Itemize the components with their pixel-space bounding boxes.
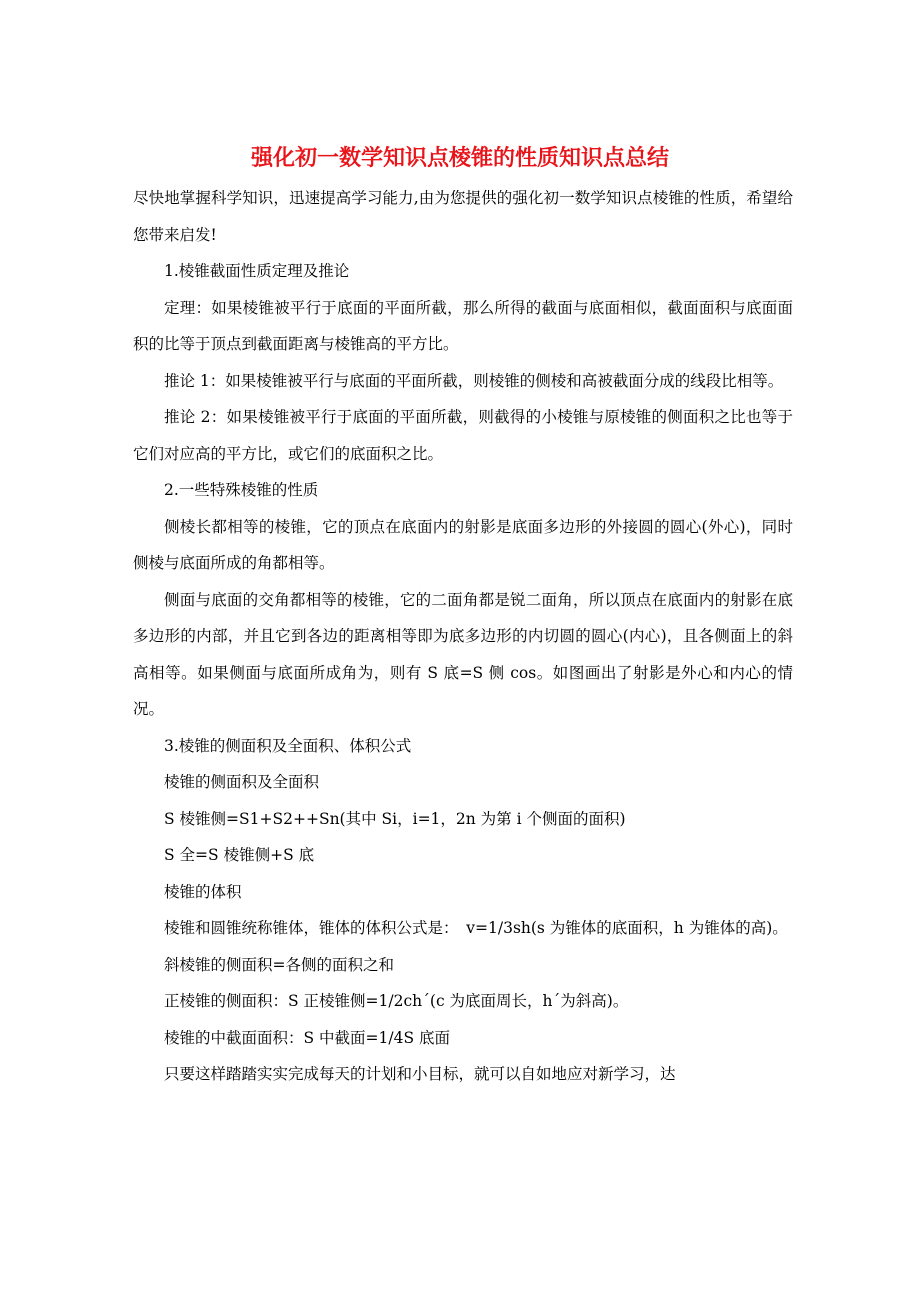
document-body (133, 180, 793, 1093)
section-heading-3: 3.棱锥的侧面积及全面积、体积公式 (164, 736, 412, 755)
corollary-2-paragraph: 推论 2：如果棱锥被平行于底面的平面所截，则截得的小棱锥与原棱锥的侧面积之比也等于它们对应高的平方比，或它们的底面积之比。 (133, 408, 793, 463)
volume-heading: 棱锥的体积 (164, 882, 242, 901)
theorem-paragraph: 定理：如果棱锥被平行于底面的平面所截，那么所得的截面与底面相似，截面面积与底面面积的比等于顶点到截面距离与棱锥高的平方比。 (133, 298, 793, 353)
oblique-lateral-area: 斜棱锥的侧面积=各侧的面积之和 (164, 955, 394, 974)
volume-formula-paragraph: 棱锥和圆锥统称锥体，锥体的体积公式是： v=1/3sh(s 为锥体的底面积，h 为锥体的高)。 (164, 919, 788, 937)
equal-dihedral-angles-paragraph: 侧面与底面的交角都相等的棱锥，它的二面角都是锐二面角，所以顶点在底面内的射影在底多边形的内部，并且它到各边的距离相等即为底多边形的内切圆的圆心(内心)，且各侧面上的斜高相等。如果侧面与底面所成角为，则有 S 底=S 侧 cos。如图画出了射影是外心和内心的情况。 (133, 590, 793, 718)
corollary-1-paragraph: 推论 1：如果棱锥被平行与底面的平面所截，则棱锥的侧棱和高被截面分成的线段比相等。 (164, 371, 784, 390)
document-title: 强化初一数学知识点棱锥的性质知识点总结 (250, 145, 669, 171)
lateral-total-area-heading: 棱锥的侧面积及全面积 (164, 773, 320, 791)
total-area-formula: S 全=S 棱锥侧+S 底 (164, 846, 315, 864)
equal-lateral-edges-paragraph: 侧棱长都相等的棱锥，它的顶点在底面内的射影是底面多边形的外接圆的圆心(外心)，同时侧棱与底面所成的角都相等。 (133, 517, 793, 572)
lateral-area-formula: S 棱锥侧=S1+S2++Sn(其中 Si，i=1，2n 为第 i 个侧面的面积) (164, 809, 626, 828)
intro-paragraph: 尽快地掌握科学知识，迅速提高学习能力,由为您提供的强化初一数学知识点棱锥的性质，希望给您带来启发! (133, 189, 793, 244)
closing-paragraph: 只要这样踏踏实实完成每天的计划和小目标，就可以自如地应对新学习，达 (164, 1065, 676, 1083)
mid-section-area: 棱锥的中截面面积：S 中截面=1/4S 底面 (164, 1028, 451, 1047)
regular-lateral-area: 正棱锥的侧面积：S 正棱锥侧=1/2chˊ(c 为底面周长，hˊ为斜高)。 (164, 992, 629, 1010)
section-heading-1: 1.棱锥截面性质定理及推论 (164, 262, 350, 280)
section-heading-2: 2.一些特殊棱锥的性质 (164, 481, 319, 499)
